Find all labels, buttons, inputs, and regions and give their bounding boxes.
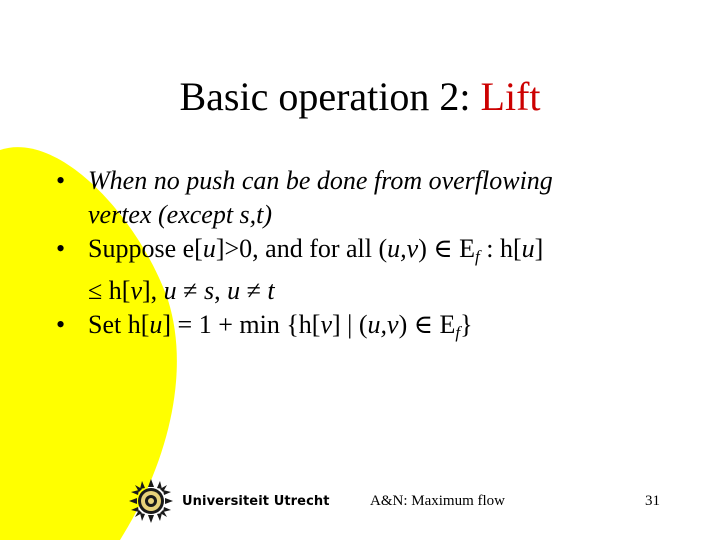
university-seal-icon (128, 478, 174, 524)
university-logo (128, 478, 330, 524)
bullet-1-line-2: vertex (except s,t) (88, 200, 273, 229)
bullet-3-line-1: Set h[u] = 1 + min {h[v] | (u,v) ∈ $E_f$} (88, 310, 473, 342)
bullet-list (56, 164, 696, 350)
bullet-2-line-2: ≤ h[v], u ≠ s, u ≠ t (88, 276, 275, 305)
slide-title (0, 74, 720, 120)
bullet-item-2 (56, 232, 696, 308)
bullet-marker: • (56, 234, 66, 263)
university-name: Universiteit Utrecht (182, 493, 330, 509)
footer-course-text: A&N: Maximum flow (370, 493, 505, 509)
bullet-2-line-1: Suppose e[u]>0, and for all (u,v) ∈ $E_f$ : h[u] (88, 234, 544, 266)
title-accent: Lift (480, 74, 541, 119)
page-number: 31 (645, 493, 660, 509)
bullet-marker: • (56, 166, 66, 195)
bullet-item-3 (56, 308, 696, 350)
bullet-1-line-1: When no push can be done from overflowing (88, 166, 553, 195)
bullet-marker: • (56, 310, 66, 339)
bullet-item-1 (56, 164, 696, 232)
title-main: Basic operation 2: (179, 74, 481, 119)
